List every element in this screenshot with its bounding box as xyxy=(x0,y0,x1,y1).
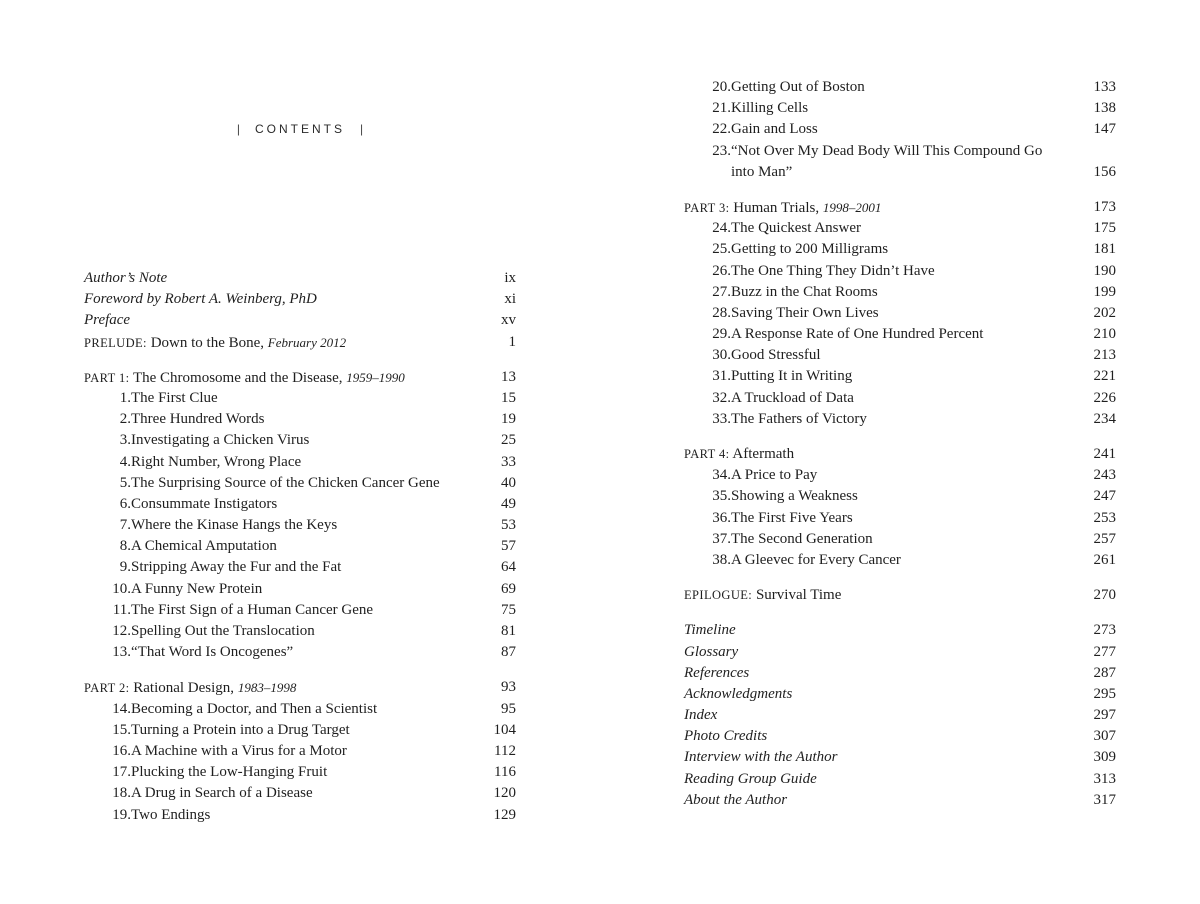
chapter-page: 81 xyxy=(501,623,516,639)
chapter-page: 138 xyxy=(1093,100,1116,117)
toc-chapter-4[interactable] xyxy=(84,452,516,473)
chapter-number: 21. xyxy=(712,100,731,117)
toc-chapter-19[interactable] xyxy=(84,805,516,826)
chapter-number: 10. xyxy=(112,580,131,597)
chapter-page: 112 xyxy=(494,742,516,759)
entry-page: 317 xyxy=(1093,791,1116,808)
toc-back-matter-item[interactable] xyxy=(684,663,1116,684)
chapter-title: Where the Kinase Hangs the Keys xyxy=(131,517,338,534)
right-toc xyxy=(684,77,1116,811)
chapter-number: 11. xyxy=(112,601,131,618)
toc-chapter-16[interactable] xyxy=(84,741,516,762)
entry-title: Preface xyxy=(84,312,131,329)
chapter-number: 31. xyxy=(712,368,731,385)
chapter-number: 34. xyxy=(712,467,731,484)
toc-back-matter-item[interactable] xyxy=(684,684,1116,705)
chapter-title: The Quickest Answer xyxy=(731,220,861,237)
chapter-page: 53 xyxy=(501,517,516,534)
toc-entry-preface[interactable] xyxy=(84,310,516,331)
chapter-page: 199 xyxy=(1093,283,1116,300)
chapter-number: 3. xyxy=(119,432,131,449)
entry-page: 13 xyxy=(501,368,516,385)
chapter-title: Showing a Weakness xyxy=(731,488,858,505)
chapter-page: 69 xyxy=(501,580,516,597)
toc-chapter-35[interactable] xyxy=(684,486,1116,507)
chapter-title: The Fathers of Victory xyxy=(731,410,867,427)
heading-left-rule: | xyxy=(236,122,240,136)
entry-page: 313 xyxy=(1093,770,1116,787)
chapter-number: 37. xyxy=(712,530,731,547)
chapter-number: 29. xyxy=(712,326,731,343)
chapter-page: 116 xyxy=(494,764,516,781)
chapter-number: 13. xyxy=(112,644,131,661)
chapter-title: The One Thing They Didn’t Have xyxy=(731,262,935,279)
entry-title: Timeline xyxy=(684,622,736,639)
part-title: Rational Design, xyxy=(133,680,235,697)
chapter-title: Killing Cells xyxy=(731,100,809,117)
chapter-number: 28. xyxy=(712,304,731,321)
entry-title: Photo Credits xyxy=(684,728,768,745)
chapter-page: 156 xyxy=(1093,163,1116,180)
chapter-title: The First Five Years xyxy=(731,509,853,526)
toc-entry-authors-note[interactable] xyxy=(84,268,516,289)
toc-entry-foreword[interactable] xyxy=(84,289,516,310)
toc-chapter-13[interactable] xyxy=(84,642,516,663)
entry-page: 270 xyxy=(1093,587,1116,604)
chapter-page: 181 xyxy=(1093,241,1116,258)
toc-chapter-1[interactable] xyxy=(84,388,516,409)
chapter-title: “That Word Is Oncogenes” xyxy=(131,644,294,661)
part-title: Aftermath xyxy=(732,446,795,463)
toc-chapter-30[interactable] xyxy=(684,345,1116,366)
prelude-dates: February 2012 xyxy=(267,334,347,350)
toc-chapter-28[interactable] xyxy=(684,303,1116,324)
toc-back-matter-item[interactable] xyxy=(684,769,1116,790)
chapter-title: Three Hundred Words xyxy=(131,411,265,428)
toc-back-matter-item[interactable] xyxy=(684,642,1116,663)
chapter-number: 5. xyxy=(119,474,131,491)
toc-chapter-10[interactable] xyxy=(84,579,516,600)
entry-page: 241 xyxy=(1093,446,1116,463)
chapter-page: 120 xyxy=(493,785,516,802)
chapter-number: 17. xyxy=(112,764,131,781)
chapter-number: 19. xyxy=(112,806,131,823)
entry-title: Glossary xyxy=(684,643,739,660)
chapter-page: 261 xyxy=(1093,551,1116,568)
chapter-title: A Price to Pay xyxy=(731,467,818,484)
toc-chapter-8[interactable] xyxy=(84,536,516,557)
chapter-page: 75 xyxy=(501,601,516,618)
left-toc xyxy=(84,268,516,826)
chapter-number: 27. xyxy=(712,283,731,300)
toc-part-1[interactable] xyxy=(84,367,516,388)
entry-page: xi xyxy=(504,291,516,308)
chapter-page: 257 xyxy=(1093,530,1116,547)
entry-title: Foreword by Robert A. Weinberg, PhD xyxy=(84,291,317,308)
chapter-title: The Second Generation xyxy=(731,530,873,547)
entry-page: 297 xyxy=(1093,707,1116,724)
epilogue-title: Survival Time xyxy=(755,587,842,604)
prelude-label: PRELUDE: xyxy=(84,335,147,350)
entry-title: References xyxy=(684,664,750,681)
toc-chapter-36[interactable] xyxy=(684,508,1116,529)
chapter-page: 147 xyxy=(1093,121,1116,138)
entry-title: Acknowledgments xyxy=(684,685,793,702)
chapter-title: Putting It in Writing xyxy=(731,368,853,385)
entry-page: 307 xyxy=(1093,728,1116,745)
chapter-page: 190 xyxy=(1093,262,1116,279)
toc-chapter-6[interactable] xyxy=(84,494,516,515)
chapter-title: A Chemical Amputation xyxy=(131,538,277,555)
toc-chapter-37[interactable] xyxy=(684,529,1116,550)
chapter-number: 9. xyxy=(119,559,131,576)
toc-entry-prelude[interactable] xyxy=(84,332,516,353)
chapter-number: 20. xyxy=(712,79,731,95)
toc-chapter-31[interactable] xyxy=(684,366,1116,387)
toc-chapter-23[interactable] xyxy=(684,141,1116,183)
chapter-title: Gain and Loss xyxy=(731,121,818,138)
chapter-page: 221 xyxy=(1093,368,1116,385)
chapter-number: 8. xyxy=(119,538,131,555)
chapter-number: 1. xyxy=(119,389,131,406)
chapter-page: 95 xyxy=(501,700,516,717)
chapter-title: A Truckload of Data xyxy=(731,389,854,406)
chapter-title: Getting Out of Boston xyxy=(731,79,865,95)
chapter-title: A Drug in Search of a Disease xyxy=(131,785,313,802)
chapter-title: Saving Their Own Lives xyxy=(731,304,879,321)
entry-title: Interview with the Author xyxy=(684,749,838,766)
toc-chapter-7[interactable] xyxy=(84,515,516,536)
chapter-title: Buzz in the Chat Rooms xyxy=(731,283,878,300)
toc-entry-epilogue[interactable] xyxy=(684,585,1116,606)
chapter-page: 210 xyxy=(1093,326,1116,343)
chapter-title: Turning a Protein into a Drug Target xyxy=(131,721,350,738)
chapter-number: 23. xyxy=(712,142,731,159)
part-label: PART 2: xyxy=(84,681,130,696)
toc-back-matter-item[interactable] xyxy=(684,620,1116,641)
chapter-number: 30. xyxy=(712,347,731,364)
chapter-number: 24. xyxy=(712,220,731,237)
chapter-title: A Response Rate of One Hundred Percent xyxy=(731,326,984,343)
entry-page: 173 xyxy=(1093,198,1116,215)
toc-chapter-12[interactable] xyxy=(84,621,516,642)
chapter-number: 2. xyxy=(119,411,131,428)
chapter-number: 22. xyxy=(712,121,731,138)
entry-page: ix xyxy=(504,270,516,286)
chapter-title: Good Stressful xyxy=(731,347,821,364)
toc-chapter-32[interactable] xyxy=(684,388,1116,409)
toc-chapter-21[interactable] xyxy=(684,98,1116,119)
chapter-number: 26. xyxy=(712,262,731,279)
part-title: The Chromosome and the Disease, xyxy=(132,369,343,386)
part-title: Human Trials, xyxy=(733,199,820,216)
chapter-number: 16. xyxy=(112,742,131,759)
toc-chapter-9[interactable] xyxy=(84,557,516,578)
entry-page: xv xyxy=(501,312,516,329)
contents-heading xyxy=(230,122,370,136)
toc-chapter-33[interactable] xyxy=(684,409,1116,430)
chapter-title: Stripping Away the Fur and the Fat xyxy=(131,559,342,576)
toc-back-matter-item[interactable] xyxy=(684,705,1116,726)
chapter-page: 15 xyxy=(501,389,516,406)
part-dates: 1983–1998 xyxy=(237,680,297,696)
toc-chapter-27[interactable] xyxy=(684,282,1116,303)
chapter-page: 19 xyxy=(501,411,516,428)
entry-page: 277 xyxy=(1093,643,1116,660)
toc-chapter-17[interactable] xyxy=(84,762,516,783)
toc-chapter-3[interactable] xyxy=(84,430,516,451)
chapter-title: The First Clue xyxy=(131,389,218,406)
entry-page: 93 xyxy=(501,679,516,696)
chapter-page: 87 xyxy=(501,644,516,661)
chapter-title: A Gleevec for Every Cancer xyxy=(731,551,901,568)
toc-back-matter-item[interactable] xyxy=(684,747,1116,768)
chapter-title: “Not Over My Dead Body Will This Compound Go into Man” xyxy=(731,142,1043,180)
chapter-page: 57 xyxy=(501,538,516,555)
entry-page: 273 xyxy=(1093,622,1116,639)
chapter-title: Right Number, Wrong Place xyxy=(131,453,302,470)
chapter-number: 32. xyxy=(712,389,731,406)
toc-part-2[interactable] xyxy=(84,677,516,698)
chapter-title: A Machine with a Virus for a Motor xyxy=(131,742,347,759)
chapter-title: Two Endings xyxy=(131,806,211,823)
chapter-number: 25. xyxy=(712,241,731,258)
toc-chapter-25[interactable] xyxy=(684,239,1116,260)
entry-page: 1 xyxy=(508,333,516,350)
chapter-page: 247 xyxy=(1093,488,1116,505)
chapter-title: The First Sign of a Human Cancer Gene xyxy=(131,601,374,618)
chapter-page: 49 xyxy=(501,495,516,512)
part-label: PART 4: xyxy=(684,447,730,462)
chapter-page: 33 xyxy=(501,453,516,470)
toc-chapter-18[interactable] xyxy=(84,783,516,804)
chapter-page: 64 xyxy=(501,559,516,576)
chapter-title: A Funny New Protein xyxy=(131,580,263,597)
heading-right-rule: | xyxy=(360,122,364,136)
chapter-title: The Surprising Source of the Chicken Cancer Gene xyxy=(131,474,440,491)
chapter-title: Becoming a Doctor, and Then a Scientist xyxy=(131,700,378,717)
toc-chapter-29[interactable] xyxy=(684,324,1116,345)
toc-part-3[interactable] xyxy=(684,197,1116,218)
chapter-page: 133 xyxy=(1093,79,1116,95)
chapter-page: 175 xyxy=(1093,220,1116,237)
chapter-page: 226 xyxy=(1093,389,1116,406)
chapter-number: 33. xyxy=(712,410,731,427)
part-dates: 1998–2001 xyxy=(822,199,882,215)
chapter-number: 36. xyxy=(712,509,731,526)
contents-title: CONTENTS xyxy=(255,122,345,136)
epilogue-label: EPILOGUE: xyxy=(684,588,753,603)
entry-title: Reading Group Guide xyxy=(684,770,817,787)
chapter-number: 35. xyxy=(712,488,731,505)
toc-chapter-14[interactable] xyxy=(84,699,516,720)
chapter-number: 12. xyxy=(112,623,131,639)
chapter-page: 25 xyxy=(501,432,516,449)
prelude-title: Down to the Bone, xyxy=(150,334,265,351)
entry-page: 287 xyxy=(1093,664,1116,681)
chapter-page: 253 xyxy=(1093,509,1116,526)
chapter-page: 243 xyxy=(1093,467,1116,484)
part-dates: 1959–1990 xyxy=(346,369,405,385)
toc-chapter-20[interactable] xyxy=(684,77,1116,98)
chapter-number: 15. xyxy=(112,721,131,738)
toc-chapter-2[interactable] xyxy=(84,409,516,430)
toc-chapter-22[interactable] xyxy=(684,119,1116,140)
toc-chapter-24[interactable] xyxy=(684,218,1116,239)
chapter-title: Getting to 200 Milligrams xyxy=(731,241,889,258)
part-label: PART 3: xyxy=(684,200,730,215)
entry-page: 309 xyxy=(1093,749,1116,766)
entry-title: Author’s Note xyxy=(84,270,168,286)
chapter-number: 18. xyxy=(112,785,131,802)
toc-back-matter-item[interactable] xyxy=(684,790,1116,811)
part-label: PART 1: xyxy=(84,370,130,385)
chapter-title: Investigating a Chicken Virus xyxy=(131,432,310,449)
chapter-title: Consummate Instigators xyxy=(131,495,278,512)
chapter-number: 7. xyxy=(119,517,131,534)
chapter-page: 104 xyxy=(493,721,516,738)
entry-page: 295 xyxy=(1093,685,1116,702)
entry-title: Index xyxy=(684,707,718,724)
toc-part-4[interactable] xyxy=(684,444,1116,465)
chapter-page: 213 xyxy=(1093,347,1116,364)
chapter-title: Plucking the Low-Hanging Fruit xyxy=(131,764,328,781)
right-page xyxy=(600,0,1200,904)
toc-chapter-26[interactable] xyxy=(684,261,1116,282)
chapter-title: Spelling Out the Translocation xyxy=(131,623,315,639)
chapter-page: 40 xyxy=(501,474,516,491)
toc-chapter-38[interactable] xyxy=(684,550,1116,571)
chapter-number: 38. xyxy=(712,551,731,568)
toc-chapter-34[interactable] xyxy=(684,465,1116,486)
chapter-number: 6. xyxy=(119,495,131,512)
toc-back-matter-item[interactable] xyxy=(684,726,1116,747)
toc-chapter-15[interactable] xyxy=(84,720,516,741)
chapter-number: 14. xyxy=(112,700,131,717)
toc-chapter-5[interactable] xyxy=(84,473,516,494)
toc-chapter-11[interactable] xyxy=(84,600,516,621)
chapter-page: 234 xyxy=(1093,410,1116,427)
chapter-page: 129 xyxy=(493,806,516,823)
entry-title: About the Author xyxy=(684,791,788,808)
chapter-page: 202 xyxy=(1093,304,1116,321)
chapter-number: 4. xyxy=(119,453,131,470)
